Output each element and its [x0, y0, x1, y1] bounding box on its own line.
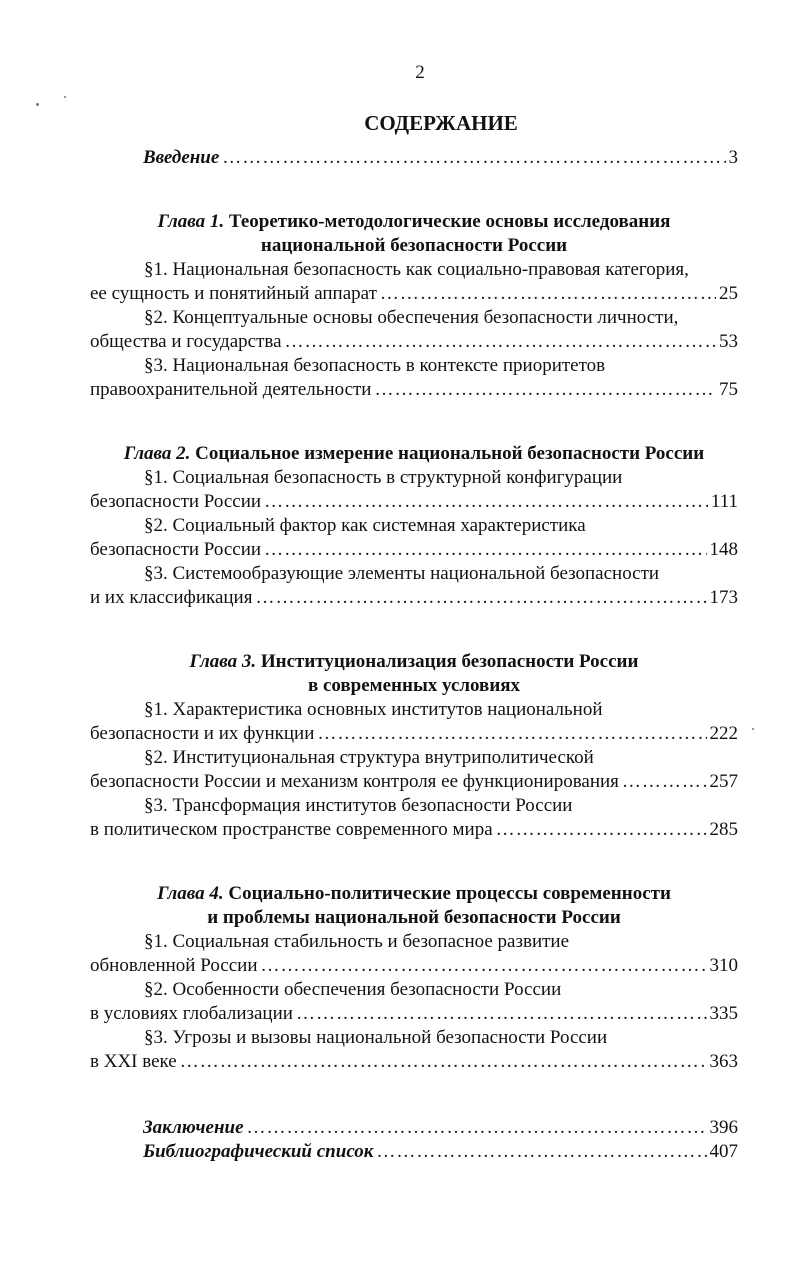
scan-speck [64, 96, 66, 98]
dot-leader [496, 818, 707, 842]
chapter-block [90, 442, 738, 610]
section-line1: §2. Социальный фактор как системная характеристика [144, 515, 586, 536]
toc-entry-section[interactable] [90, 330, 738, 354]
chapter-heading [90, 650, 738, 698]
dot-leader [222, 146, 725, 170]
section-line2: в XXI веке [90, 1051, 177, 1072]
entry-page: 173 [709, 587, 738, 608]
chapter-block [90, 210, 738, 402]
section-line1: §2. Концептуальные основы обеспечения безопасности личности, [144, 307, 679, 328]
dot-leader [180, 1050, 707, 1074]
entry-page: 75 [719, 379, 738, 400]
entry-page: 407 [709, 1141, 738, 1162]
toc-entry-section[interactable] [90, 282, 738, 306]
page-title: СОДЕРЖАНИЕ [364, 111, 518, 135]
chapter-label: Глава 3. [189, 651, 257, 672]
chapter-title-line1: Институционализация безопасности России [260, 651, 639, 672]
dot-leader [264, 538, 706, 562]
chapter-heading [90, 882, 738, 930]
chapter-heading [90, 442, 738, 466]
chapter-title-line1: Социальное измерение национальной безопасности России [195, 443, 705, 464]
section-line1: §1. Характеристика основных институтов национальной [144, 699, 603, 720]
toc-entry-introduction[interactable] [90, 146, 738, 170]
section-line1: §3. Трансформация институтов безопасности России [144, 795, 573, 816]
entry-label: Введение [143, 147, 220, 168]
dot-leader [374, 378, 716, 402]
entry-page: 3 [728, 147, 738, 168]
page-number: 2 [415, 62, 425, 83]
section-line2: безопасности России [90, 539, 262, 560]
toc-entry-section[interactable] [90, 1002, 738, 1026]
entry-page: 25 [719, 283, 738, 304]
section-line1: §1. Социальная стабильность и безопасное развитие [144, 931, 570, 952]
section-line1: §2. Институциональная структура внутриполитической [144, 747, 594, 768]
entry-page: 363 [709, 1051, 738, 1072]
entry-page: 396 [709, 1117, 738, 1138]
section-line2: общества и государства [90, 331, 282, 352]
entry-page: 335 [709, 1003, 738, 1024]
dot-leader [380, 282, 716, 306]
entry-page: 111 [710, 491, 738, 512]
dot-leader [255, 586, 706, 610]
section-line2: безопасности и их функции [90, 723, 315, 744]
chapter-label: Глава 4. [157, 883, 224, 904]
table-of-contents [90, 58, 738, 1164]
chapter-title-line1: Теоретико-методологические основы исследования [228, 211, 671, 232]
dot-leader [376, 1140, 706, 1164]
dot-leader [247, 1116, 707, 1140]
toc-entry-section[interactable] [90, 722, 738, 746]
entry-page: 310 [709, 955, 738, 976]
entry-page: 53 [719, 331, 738, 352]
dot-leader [622, 770, 707, 794]
section-line2: в политическом пространстве современного мира [90, 819, 493, 840]
chapter-label: Глава 1. [157, 211, 225, 232]
toc-entry-conclusion[interactable] [90, 1116, 738, 1140]
entry-page: 222 [709, 723, 738, 744]
dot-leader [261, 954, 707, 978]
section-line1: §2. Особенности обеспечения безопасности России [144, 979, 562, 1000]
toc-entry-section[interactable] [90, 954, 738, 978]
section-line2: правоохранительной деятельности [90, 379, 372, 400]
entry-page: 257 [709, 771, 738, 792]
section-line1: §3. Угрозы и вызовы национальной безопасности России [144, 1027, 608, 1048]
toc-entry-section[interactable] [90, 538, 738, 562]
toc-entry-section[interactable] [90, 586, 738, 610]
scan-speck [752, 728, 754, 730]
section-line2: обновленной России [90, 955, 258, 976]
entry-page: 285 [709, 819, 738, 840]
toc-entry-section[interactable] [90, 378, 738, 402]
dot-leader [285, 330, 716, 354]
section-line1: §3. Системообразующие элементы национальной безопасности [144, 563, 660, 584]
section-line1: §3. Национальная безопасность в контексте приоритетов [144, 355, 606, 376]
chapter-heading [90, 210, 738, 258]
section-line2: безопасности России и механизм контроля ее функционирования [90, 771, 619, 792]
section-line2: в условиях глобализации [90, 1003, 293, 1024]
section-line2: и их классификация [90, 587, 253, 608]
section-line2: ее сущность и понятийный аппарат [90, 283, 377, 304]
entry-label: Заключение [143, 1117, 244, 1138]
chapter-title-line1: Социально-политические процессы современности [228, 883, 671, 904]
chapter-title-line2: национальной безопасности России [260, 235, 568, 256]
toc-entry-section[interactable] [90, 770, 738, 794]
toc-entry-section[interactable] [90, 818, 738, 842]
section-line1: §1. Социальная безопасность в структурной конфигурации [144, 467, 623, 488]
chapter-title-line2: в современных условиях [307, 675, 521, 696]
dot-leader [296, 1002, 707, 1026]
entry-label: Библиографический список [143, 1141, 374, 1162]
scan-speck [36, 103, 39, 106]
dot-leader [264, 490, 708, 514]
section-line1: §1. Национальная безопасность как социально-правовая категория, [144, 259, 689, 280]
toc-entry-section[interactable] [90, 490, 738, 514]
entry-page: 148 [709, 539, 738, 560]
section-line2: безопасности России [90, 491, 262, 512]
chapter-label: Глава 2. [123, 443, 191, 464]
dot-leader [317, 722, 706, 746]
chapter-title-line2: и проблемы национальной безопасности России [207, 907, 621, 928]
chapter-block [90, 650, 738, 842]
toc-entry-bibliography[interactable] [90, 1140, 738, 1164]
chapter-block [90, 882, 738, 1074]
toc-entry-section[interactable] [90, 1050, 738, 1074]
